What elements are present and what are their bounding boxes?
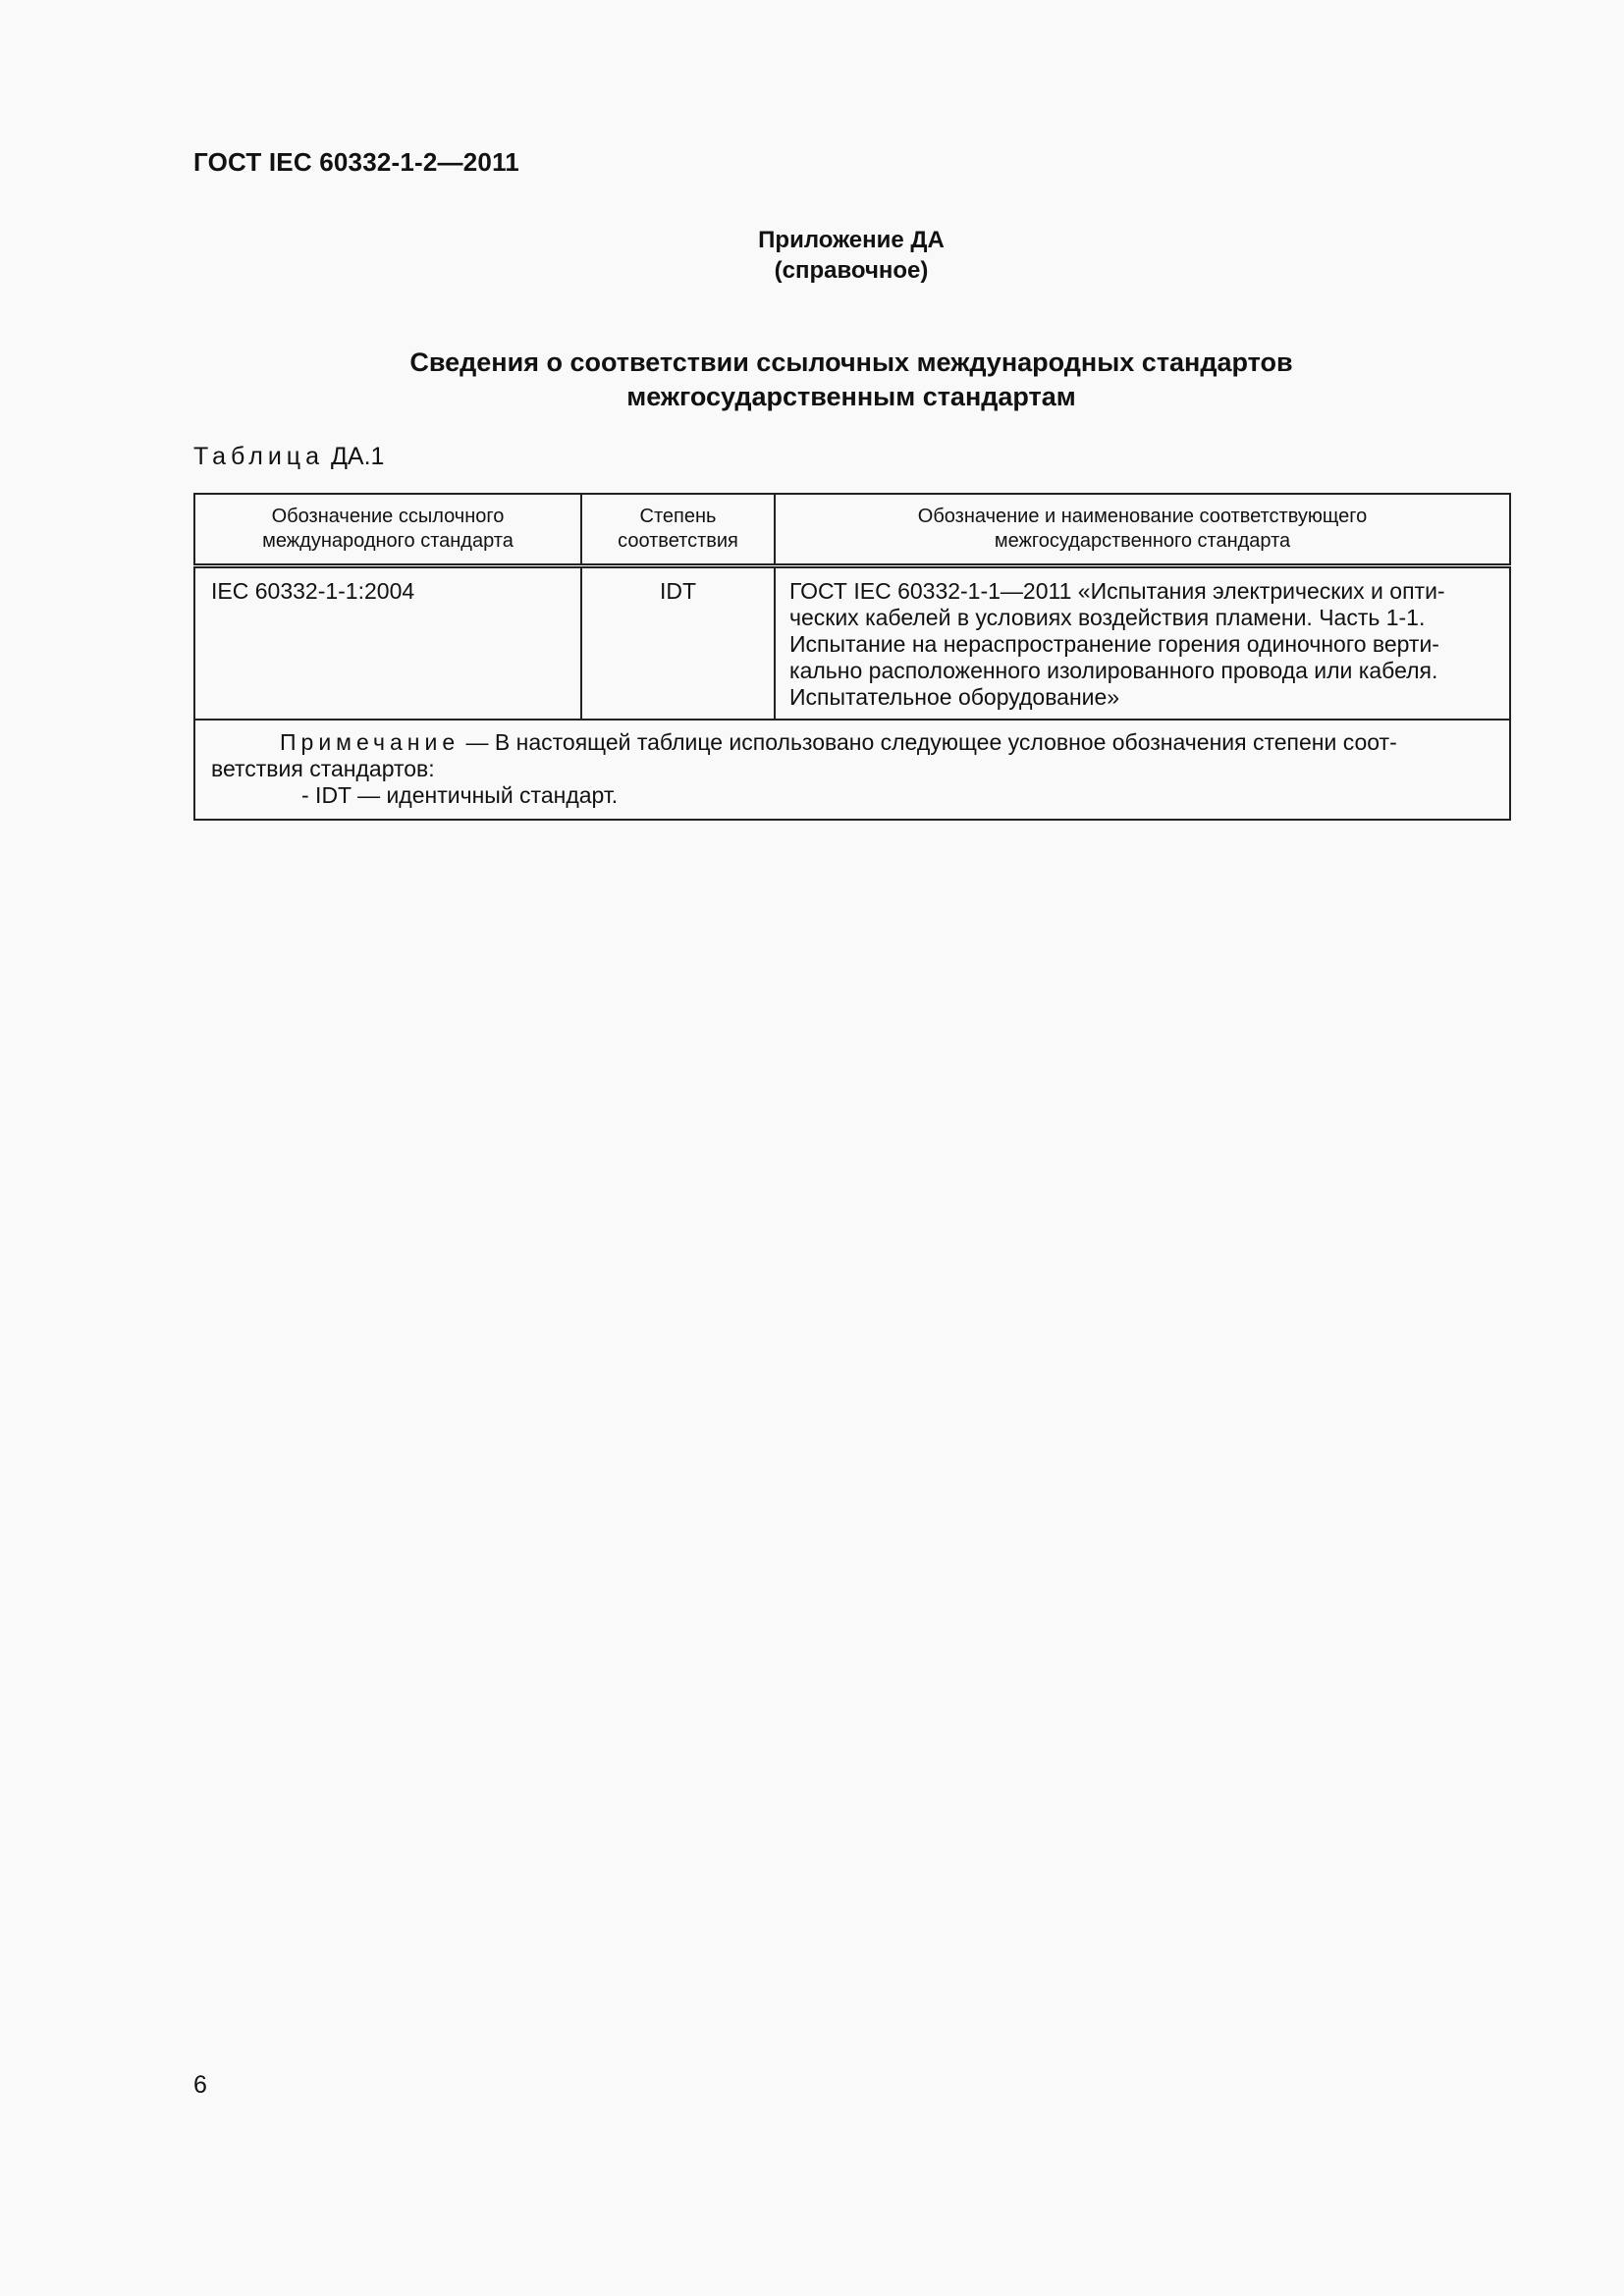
table-note [194, 720, 1510, 820]
appendix-heading [0, 225, 1624, 286]
table-caption [193, 443, 384, 471]
note-text-line2: ветствия стандартов: [211, 756, 435, 781]
cell-ref-standard: IEC 60332-1-1:2004 [194, 566, 581, 721]
note-label: Примечание [280, 729, 460, 755]
page-number: 6 [193, 2071, 207, 2099]
correspondence-table [193, 493, 1511, 821]
header-ref-standard: Обозначение ссылочного международного стандарта [194, 494, 581, 566]
section-heading-line2: межгосударственным стандартам [626, 382, 1076, 411]
note-text-line1: В настоящей таблице использовано следующее условное обозначения степени соот- [494, 729, 1397, 755]
document-code: ГОСТ IEC 60332-1-2—2011 [193, 147, 519, 177]
header-interstate-standard: Обозначение и наименование соответствующего межгосударственного стандарта [775, 494, 1510, 566]
table-row [194, 566, 1510, 721]
section-heading [193, 346, 1509, 414]
section-heading-line1: Сведения о соответствии ссылочных международных стандартов [409, 347, 1293, 377]
title-line: Испытание на нераспространение горения одиночного верти- [789, 631, 1439, 657]
appendix-subtitle: (справочное) [774, 257, 929, 284]
note-line1 [211, 729, 1493, 756]
title-line: кально расположенного изолированного провода или кабеля. [789, 658, 1438, 683]
table-note-row [194, 720, 1510, 820]
header-degree: Степень соответствия [581, 494, 775, 566]
appendix-title: Приложение ДА [758, 227, 945, 253]
cell-degree: IDT [581, 566, 775, 721]
table-header-row [194, 494, 1510, 566]
title-line: Испытательное оборудование» [789, 684, 1120, 710]
note-item: - IDT — идентичный стандарт. [301, 782, 619, 808]
table-caption-prefix: Таблица [193, 443, 325, 470]
note-dash: — [465, 729, 489, 755]
title-line: ческих кабелей в условиях воздействия пламени. Часть 1-1. [789, 605, 1426, 630]
cell-interstate-standard [775, 566, 1510, 721]
table-caption-number: ДА.1 [330, 443, 385, 470]
title-line: ГОСТ IEC 60332-1-1—2011 «Испытания электрических и опти- [789, 578, 1445, 604]
